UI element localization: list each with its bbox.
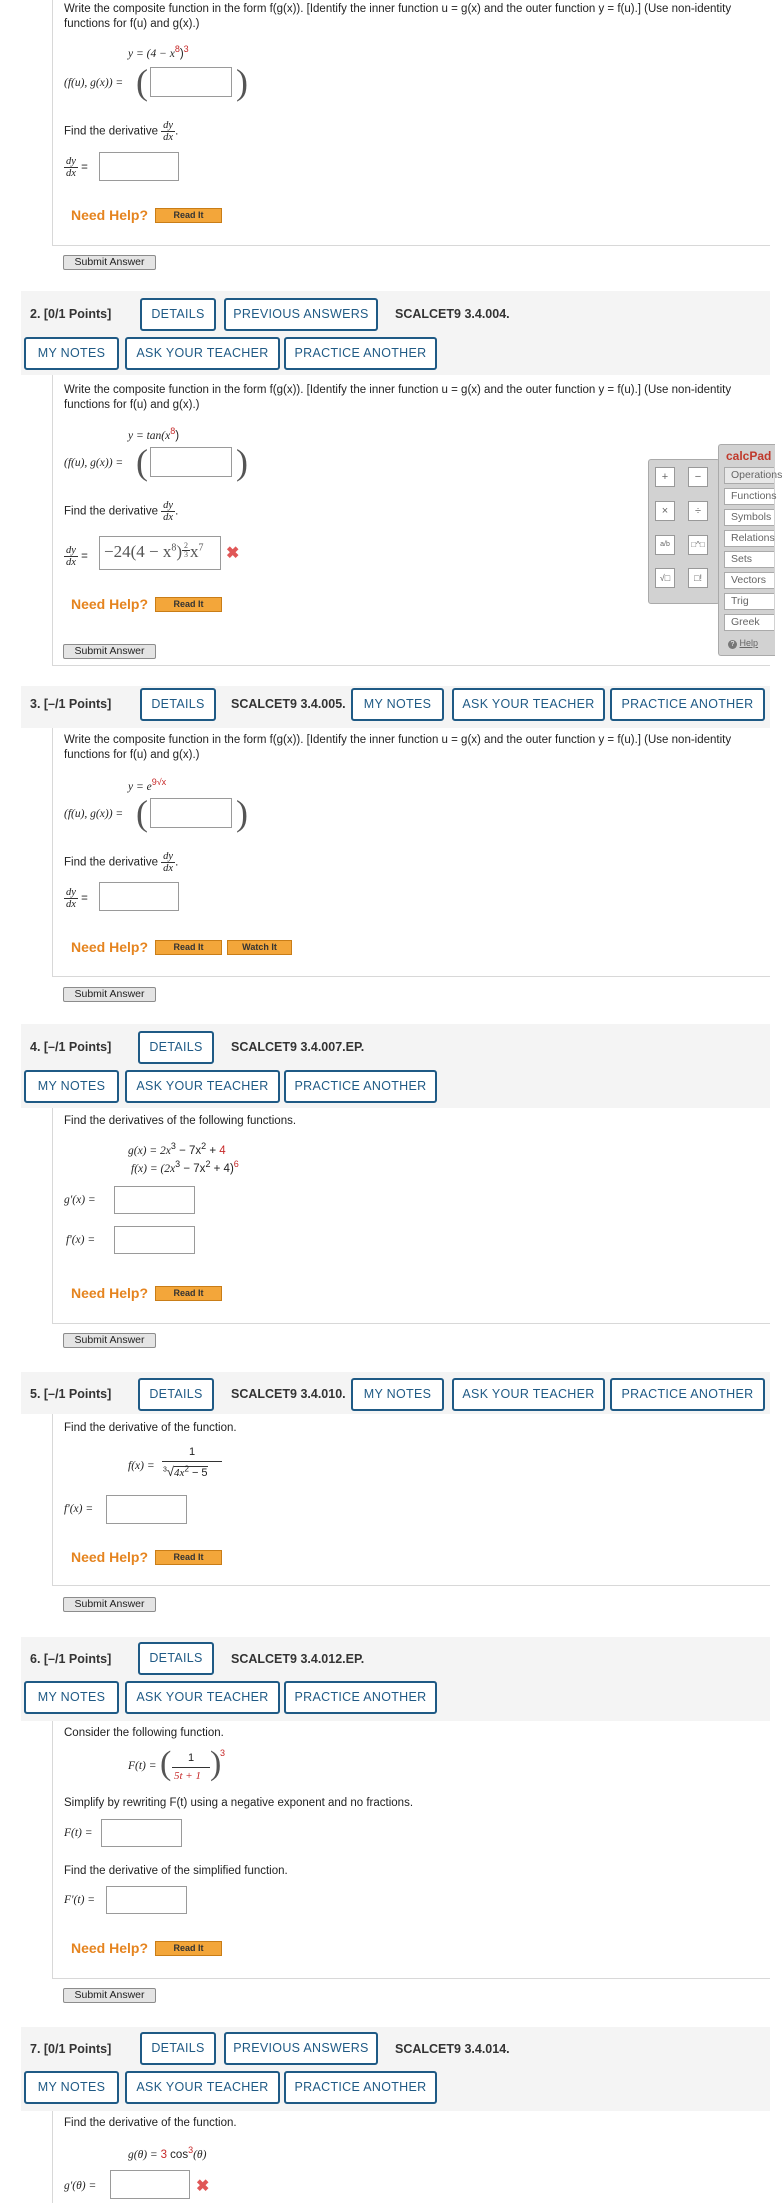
calcpad-tab-vectors[interactable]: Vectors bbox=[724, 572, 774, 589]
q4-f-outer-exp: 6 bbox=[233, 1159, 239, 1169]
q2-answer-part-a: −24(4 − x bbox=[104, 542, 172, 561]
q6-find-simplified: Find the derivative of the simplified function. bbox=[64, 1865, 288, 1877]
q5-radicand-exp: 2 bbox=[184, 1464, 189, 1474]
q2-answer-part-b: ) bbox=[176, 542, 183, 561]
q1-submit-button[interactable]: Submit Answer bbox=[63, 255, 156, 270]
q3-function bbox=[128, 777, 166, 793]
q3-code: SCALCET9 3.4.005. bbox=[231, 697, 346, 711]
q2-answer-exp: 8 bbox=[171, 542, 177, 554]
q4-f-part-a: f(x) = (2x bbox=[131, 1162, 176, 1175]
q2-find-derivative: Find the derivative $\frac{dy}{dx}$ . bbox=[64, 500, 179, 523]
q6-submit-button[interactable]: Submit Answer bbox=[63, 1988, 156, 2003]
q1-paren-left: ( bbox=[136, 62, 148, 102]
q3-my-notes-button[interactable]: MY NOTES bbox=[351, 688, 444, 721]
q4-submit-button[interactable]: Submit Answer bbox=[63, 1333, 156, 1348]
q1-func-exp: 8 bbox=[174, 44, 180, 54]
q7-gprime-label: g′(θ) = bbox=[64, 2180, 97, 2192]
q1-pair-input[interactable] bbox=[150, 67, 232, 97]
q2-derivative-input[interactable] bbox=[99, 536, 221, 570]
calcpad-minus-key[interactable]: − bbox=[688, 467, 708, 487]
calcpad-exponent-key[interactable]: □^□ bbox=[688, 535, 708, 555]
q4-prompt: Find the derivatives of the following functions. bbox=[64, 1115, 297, 1127]
q3-frac-dy: dy bbox=[163, 851, 174, 862]
q7-g-part-a: g(θ) = bbox=[128, 2148, 161, 2161]
q1-read-it-button[interactable]: Read It bbox=[155, 208, 222, 223]
q2-dydx-label bbox=[64, 545, 88, 568]
q1-paren-right: ) bbox=[236, 62, 248, 102]
calcpad-sqrt-key[interactable]: √□ bbox=[655, 568, 675, 588]
q7-g-coef: 3 bbox=[160, 2148, 167, 2161]
q4-f-part-c: + 4) bbox=[210, 1162, 234, 1175]
q5-radicand-a: 4x bbox=[174, 1467, 185, 1479]
q1-frac-dx: dx bbox=[163, 132, 174, 143]
q7-gprime-input[interactable] bbox=[110, 2170, 190, 2199]
calcpad-help-link[interactable] bbox=[728, 638, 758, 649]
calcpad-tab-symbols[interactable]: Symbols bbox=[724, 509, 774, 526]
q3-paren-right: ) bbox=[236, 793, 248, 833]
q5-submit-button[interactable]: Submit Answer bbox=[63, 1597, 156, 1612]
calcpad-tab-greek[interactable]: Greek bbox=[724, 614, 774, 631]
q3-ask-teacher-button[interactable]: ASK YOUR TEACHER bbox=[452, 688, 605, 721]
q6-details-button[interactable]: DETAILS bbox=[138, 1642, 214, 1675]
q3-func-prefix: y = e bbox=[128, 780, 152, 793]
q5-fraction-numerator: 1 bbox=[189, 1446, 196, 1458]
q5-read-it-button[interactable]: Read It bbox=[155, 1550, 222, 1565]
q6-practice-another-button[interactable]: PRACTICE ANOTHER bbox=[284, 1681, 437, 1714]
q5-fraction-bar bbox=[162, 1461, 222, 1462]
q2-function bbox=[128, 426, 179, 442]
q2-func-exp: 8 bbox=[170, 426, 176, 436]
q3-dydx-label bbox=[64, 887, 88, 910]
q2-my-notes-button[interactable]: MY NOTES bbox=[24, 337, 119, 370]
q6-denominator: 5t + 1 bbox=[174, 1770, 201, 1782]
q7-code: SCALCET9 3.4.014. bbox=[395, 2042, 510, 2056]
q2-read-it-button[interactable]: Read It bbox=[155, 597, 222, 612]
q2-answer-frac-den: 3 bbox=[184, 550, 189, 559]
calcpad-factorial-key[interactable]: □! bbox=[688, 568, 708, 588]
calcpad-tab-relations[interactable]: Relations bbox=[724, 530, 774, 547]
q3-paren-left: ( bbox=[136, 793, 148, 833]
q5-fprime-input[interactable] bbox=[106, 1495, 187, 1524]
q5-details-button[interactable]: DETAILS bbox=[138, 1378, 214, 1411]
q6-Fprime-label: F′(t) = bbox=[64, 1894, 96, 1906]
q1-func-prefix: y = (4 − x bbox=[128, 47, 175, 60]
q4-f-exp2: 2 bbox=[205, 1159, 211, 1169]
q2-answer-frac-num: 2 bbox=[184, 541, 189, 550]
q6-F-eq-label: F(t) = bbox=[64, 1827, 93, 1839]
q1-derivative-input[interactable] bbox=[99, 152, 179, 181]
q7-practice-another-button[interactable]: PRACTICE ANOTHER bbox=[284, 2071, 437, 2104]
q3-label-dy: dy bbox=[66, 887, 76, 898]
q7-previous-answers-button[interactable]: PREVIOUS ANSWERS bbox=[224, 2032, 378, 2065]
q3-derivative-input[interactable] bbox=[99, 882, 179, 911]
q4-f-function bbox=[131, 1159, 239, 1175]
q2-submit-button[interactable]: Submit Answer bbox=[63, 644, 156, 659]
q4-g-exp1: 3 bbox=[170, 1141, 176, 1151]
q4-g-function bbox=[128, 1141, 226, 1157]
q7-number: 7. [0/1 Points] bbox=[30, 2042, 112, 2056]
q2-func-suffix: ) bbox=[175, 429, 180, 442]
q2-frac-dy: dy bbox=[163, 500, 174, 511]
help-icon: ? bbox=[728, 640, 737, 649]
q6-read-it-button[interactable]: Read It bbox=[155, 1941, 222, 1956]
q1-find-derivative: Find the derivative $\frac{dy}{dx}$ . bbox=[64, 120, 179, 143]
q2-ask-teacher-button[interactable]: ASK YOUR TEACHER bbox=[125, 337, 280, 370]
q4-fprime-input[interactable] bbox=[114, 1226, 195, 1254]
q4-need-help: Need Help? bbox=[71, 1285, 149, 1301]
q4-g-const: 4 bbox=[219, 1144, 226, 1157]
calcpad-divide-key[interactable]: ÷ bbox=[688, 501, 708, 521]
q1-pair-label: (f(u), g(x)) = bbox=[64, 77, 124, 89]
q1-func-outer-exp: 3 bbox=[183, 44, 189, 54]
q1-need-help: Need Help? bbox=[71, 207, 149, 223]
q7-ask-teacher-button[interactable]: ASK YOUR TEACHER bbox=[125, 2071, 280, 2104]
q7-function bbox=[128, 2145, 206, 2161]
q1-function bbox=[128, 44, 189, 60]
q7-details-button[interactable]: DETAILS bbox=[140, 2032, 216, 2065]
q3-watch-it-button[interactable]: Watch It bbox=[227, 940, 292, 955]
q4-gprime-input[interactable] bbox=[114, 1186, 195, 1214]
q4-g-part-a: g(x) = 2x bbox=[128, 1144, 171, 1157]
q5-f-label: f(x) = bbox=[128, 1460, 155, 1472]
q3-number: 3. [–/1 Points] bbox=[30, 697, 112, 711]
q2-eq: = bbox=[81, 550, 88, 563]
q5-prompt: Find the derivative of the function. bbox=[64, 1422, 237, 1434]
q7-g-part-c: (θ) bbox=[193, 2148, 207, 2161]
q1-func-suffix: ) bbox=[179, 47, 184, 60]
q4-read-it-button[interactable]: Read It bbox=[155, 1286, 222, 1301]
q5-my-notes-button[interactable]: MY NOTES bbox=[351, 1378, 444, 1411]
q3-read-it-button[interactable]: Read It bbox=[155, 940, 222, 955]
calcpad-plus-key[interactable]: + bbox=[655, 467, 675, 487]
q2-prompt: Write the composite function in the form f(g(x)). [Identify the inner function u = g(x) and the outer function y = f(u).] (Use non-identity functions for f(u) and g(x).) bbox=[64, 384, 732, 411]
q3-prompt: Write the composite function in the form f(g(x)). [Identify the inner function u = g(x) and the outer function y = f(u).] (Use non-identity functions for f(u) and g(x).) bbox=[64, 734, 732, 761]
q6-Fprime-input[interactable] bbox=[106, 1886, 187, 1914]
q3-pair-input[interactable] bbox=[150, 798, 232, 828]
q3-need-help: Need Help? bbox=[71, 939, 149, 955]
q2-pair-label: (f(u), g(x)) = bbox=[64, 457, 124, 469]
q7-g-part-b: cos bbox=[166, 2148, 189, 2161]
q6-fraction-bar bbox=[172, 1767, 210, 1768]
q4-my-notes-button[interactable]: MY NOTES bbox=[24, 1070, 119, 1103]
q5-number: 5. [–/1 Points] bbox=[30, 1387, 112, 1401]
q6-F-input[interactable] bbox=[101, 1819, 182, 1847]
q7-my-notes-button[interactable]: MY NOTES bbox=[24, 2071, 119, 2104]
q2-previous-answers-button[interactable]: PREVIOUS ANSWERS bbox=[224, 298, 378, 331]
q6-number: 6. [–/1 Points] bbox=[30, 1652, 112, 1666]
q4-details-button[interactable]: DETAILS bbox=[138, 1031, 214, 1064]
calcpad-fraction-key[interactable]: a/b bbox=[655, 535, 675, 555]
calcpad-title: calcPad bbox=[726, 449, 772, 463]
q2-answer-exp-2: 7 bbox=[198, 542, 204, 554]
q2-frac-dx: dx bbox=[163, 512, 174, 523]
q6-paren-left: ( bbox=[160, 1745, 172, 1782]
q1-find-derivative-text: Find the derivative bbox=[64, 125, 158, 138]
q4-code: SCALCET9 3.4.007.EP. bbox=[231, 1040, 365, 1054]
q5-root-index: 3 bbox=[163, 1466, 167, 1474]
q3-eq: = bbox=[81, 892, 88, 905]
sqrt-icon: √ bbox=[166, 1464, 175, 1479]
q3-find-derivative-text: Find the derivative bbox=[64, 856, 158, 869]
q6-code: SCALCET9 3.4.012.EP. bbox=[231, 1652, 365, 1666]
q5-practice-another-button[interactable]: PRACTICE ANOTHER bbox=[610, 1378, 765, 1411]
q2-need-help: Need Help? bbox=[71, 596, 149, 612]
q1-label-dy: dy bbox=[66, 156, 76, 167]
q2-pair-input[interactable] bbox=[150, 447, 232, 477]
q4-f-part-b: − 7x bbox=[180, 1162, 206, 1175]
q5-denominator bbox=[163, 1464, 208, 1479]
calcpad-times-key[interactable]: × bbox=[655, 501, 675, 521]
q4-g-part-b: − 7x bbox=[175, 1144, 202, 1157]
q2-practice-another-button[interactable]: PRACTICE ANOTHER bbox=[284, 337, 437, 370]
q3-submit-button[interactable]: Submit Answer bbox=[63, 987, 156, 1002]
q2-answer-part-d: x bbox=[190, 542, 199, 561]
q6-F-label: F(t) = bbox=[128, 1760, 157, 1772]
q2-label-dx: dx bbox=[66, 557, 76, 568]
q4-g-exp2: 2 bbox=[201, 1141, 207, 1151]
q2-incorrect-icon: ✖ bbox=[226, 545, 240, 562]
q7-prompt: Find the derivative of the function. bbox=[64, 2117, 237, 2129]
q3-frac-dx: dx bbox=[163, 863, 174, 874]
q2-label-dy: dy bbox=[66, 545, 76, 556]
q6-my-notes-button[interactable]: MY NOTES bbox=[24, 1681, 119, 1714]
q2-details-button[interactable]: DETAILS bbox=[140, 298, 216, 331]
q3-practice-another-button[interactable]: PRACTICE ANOTHER bbox=[610, 688, 765, 721]
calcpad-tab-operations[interactable]: Operations bbox=[724, 467, 774, 484]
q3-details-button[interactable]: DETAILS bbox=[140, 688, 216, 721]
calcpad-tab-functions[interactable]: Functions bbox=[724, 488, 774, 505]
q4-f-exp1: 3 bbox=[175, 1159, 181, 1169]
q5-need-help: Need Help? bbox=[71, 1549, 149, 1565]
q5-ask-teacher-button[interactable]: ASK YOUR TEACHER bbox=[452, 1378, 605, 1411]
q2-paren-left: ( bbox=[136, 442, 148, 482]
q3-func-exp: 9√x bbox=[151, 777, 167, 787]
q4-number: 4. [–/1 Points] bbox=[30, 1040, 112, 1054]
q6-simplify-instruction: Simplify by rewriting F(t) using a negative exponent and no fractions. bbox=[64, 1797, 414, 1809]
q2-func-prefix: y = tan(x bbox=[128, 429, 171, 442]
calcpad-help-label: Help bbox=[739, 638, 759, 648]
calcpad-tab-sets[interactable]: Sets bbox=[724, 551, 774, 568]
q1-label-dx: dx bbox=[66, 168, 76, 179]
q4-practice-another-button[interactable]: PRACTICE ANOTHER bbox=[284, 1070, 437, 1103]
calcpad-tab-trig[interactable]: Trig bbox=[724, 593, 774, 610]
q2-code: SCALCET9 3.4.004. bbox=[395, 307, 510, 321]
q6-need-help: Need Help? bbox=[71, 1940, 149, 1956]
q2-paren-right: ) bbox=[236, 442, 248, 482]
q4-gprime-label: g′(x) = bbox=[64, 1194, 96, 1206]
q2-find-derivative-text: Find the derivative bbox=[64, 505, 158, 518]
q1-frac-dy: dy bbox=[163, 120, 174, 131]
q6-paren-right: ) bbox=[210, 1745, 222, 1782]
q4-fprime-label: f′(x) = bbox=[66, 1234, 96, 1246]
q2-number: 2. [0/1 Points] bbox=[30, 307, 112, 321]
q4-g-part-c: + bbox=[206, 1144, 220, 1157]
q3-label-dx: dx bbox=[66, 899, 76, 910]
q3-find-derivative: Find the derivative $\frac{dy}{dx}$ . bbox=[64, 851, 179, 874]
q6-ask-teacher-button[interactable]: ASK YOUR TEACHER bbox=[125, 1681, 280, 1714]
q1-prompt: Write the composite function in the form f(g(x)). [Identify the inner function u = g(x) and the outer function y = f(u).] (Use non-identity functions for f(u) and g(x).) bbox=[64, 3, 732, 30]
q5-code: SCALCET9 3.4.010. bbox=[231, 1387, 346, 1401]
q7-g-exp: 3 bbox=[188, 2145, 194, 2155]
q1-eq: = bbox=[81, 161, 88, 174]
q5-radicand-b: − 5 bbox=[188, 1467, 208, 1479]
q7-incorrect-icon: ✖ bbox=[196, 2178, 210, 2195]
q3-pair-label: (f(u), g(x)) = bbox=[64, 808, 124, 820]
q1-dydx-label bbox=[64, 156, 88, 179]
q6-prompt: Consider the following function. bbox=[64, 1727, 224, 1739]
q6-outer-exponent: 3 bbox=[220, 1748, 226, 1758]
q4-ask-teacher-button[interactable]: ASK YOUR TEACHER bbox=[125, 1070, 280, 1103]
q6-numerator: 1 bbox=[188, 1752, 195, 1764]
q5-fprime-label: f′(x) = bbox=[64, 1503, 94, 1515]
